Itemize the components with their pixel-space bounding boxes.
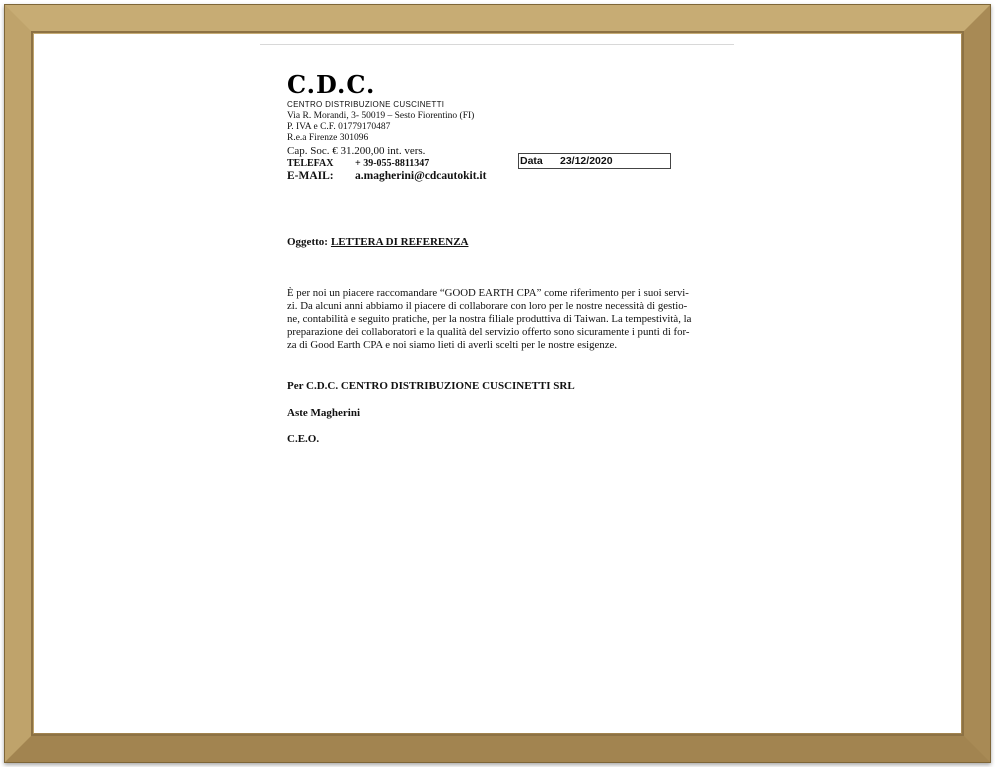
email-value: a.magherini@cdcautokit.it <box>355 170 487 182</box>
body-line: ne, contabilità e seguito pratiche, per la nostra filiale produttiva di Taiwan. La tempestività, la <box>287 313 692 325</box>
date-label: Data <box>520 155 543 167</box>
company-email <box>287 170 486 182</box>
date-box <box>518 153 671 169</box>
signature-company: Per C.D.C. CENTRO DISTRIBUZIONE CUSCINETTI SRL <box>287 380 575 392</box>
body-line: za di Good Earth CPA e noi siamo lieti di averli scelti per le nostre esigenze. <box>287 339 618 351</box>
company-vat: P. IVA e C.F. 01779170487 <box>287 122 391 132</box>
body-line: zi. Da alcuni anni abbiamo il piacere di collaborare con loro per le nostre necessità di gestio- <box>287 300 688 312</box>
company-telefax <box>287 158 429 169</box>
subject-line <box>287 236 468 248</box>
date-value: 23/12/2020 <box>560 155 613 167</box>
signature-name: Aste Magherini <box>287 407 361 419</box>
telefax-label: TELEFAX <box>287 158 334 169</box>
company-registry: R.e.a Firenze 301096 <box>287 133 369 143</box>
email-label: E-MAIL: <box>287 170 334 182</box>
subject-label: Oggetto: <box>287 236 328 248</box>
company-logo: C.D.C. <box>287 70 376 99</box>
signature-title: C.E.O. <box>287 433 320 445</box>
letter-body <box>287 287 709 352</box>
body-line: preparazione dei collaboratori e la qualità del servizio offerto sono sicuramente i punti di for- <box>287 326 690 338</box>
page-top-rule <box>260 44 734 45</box>
subject-value: LETTERA DI REFERENZA <box>330 236 469 248</box>
company-capital: Cap. Soc. € 31.200,00 int. vers. <box>287 145 426 157</box>
company-name: CENTRO DISTRIBUZIONE CUSCINETTI <box>287 100 445 109</box>
body-line: È per noi un piacere raccomandare “GOOD EARTH CPA” come riferimento per i suoi servi- <box>287 287 689 299</box>
company-address: Via R. Morandi, 3- 50019 – Sesto Fiorentino (FI) <box>287 111 475 121</box>
telefax-value: + 39-055-8811347 <box>355 158 430 169</box>
